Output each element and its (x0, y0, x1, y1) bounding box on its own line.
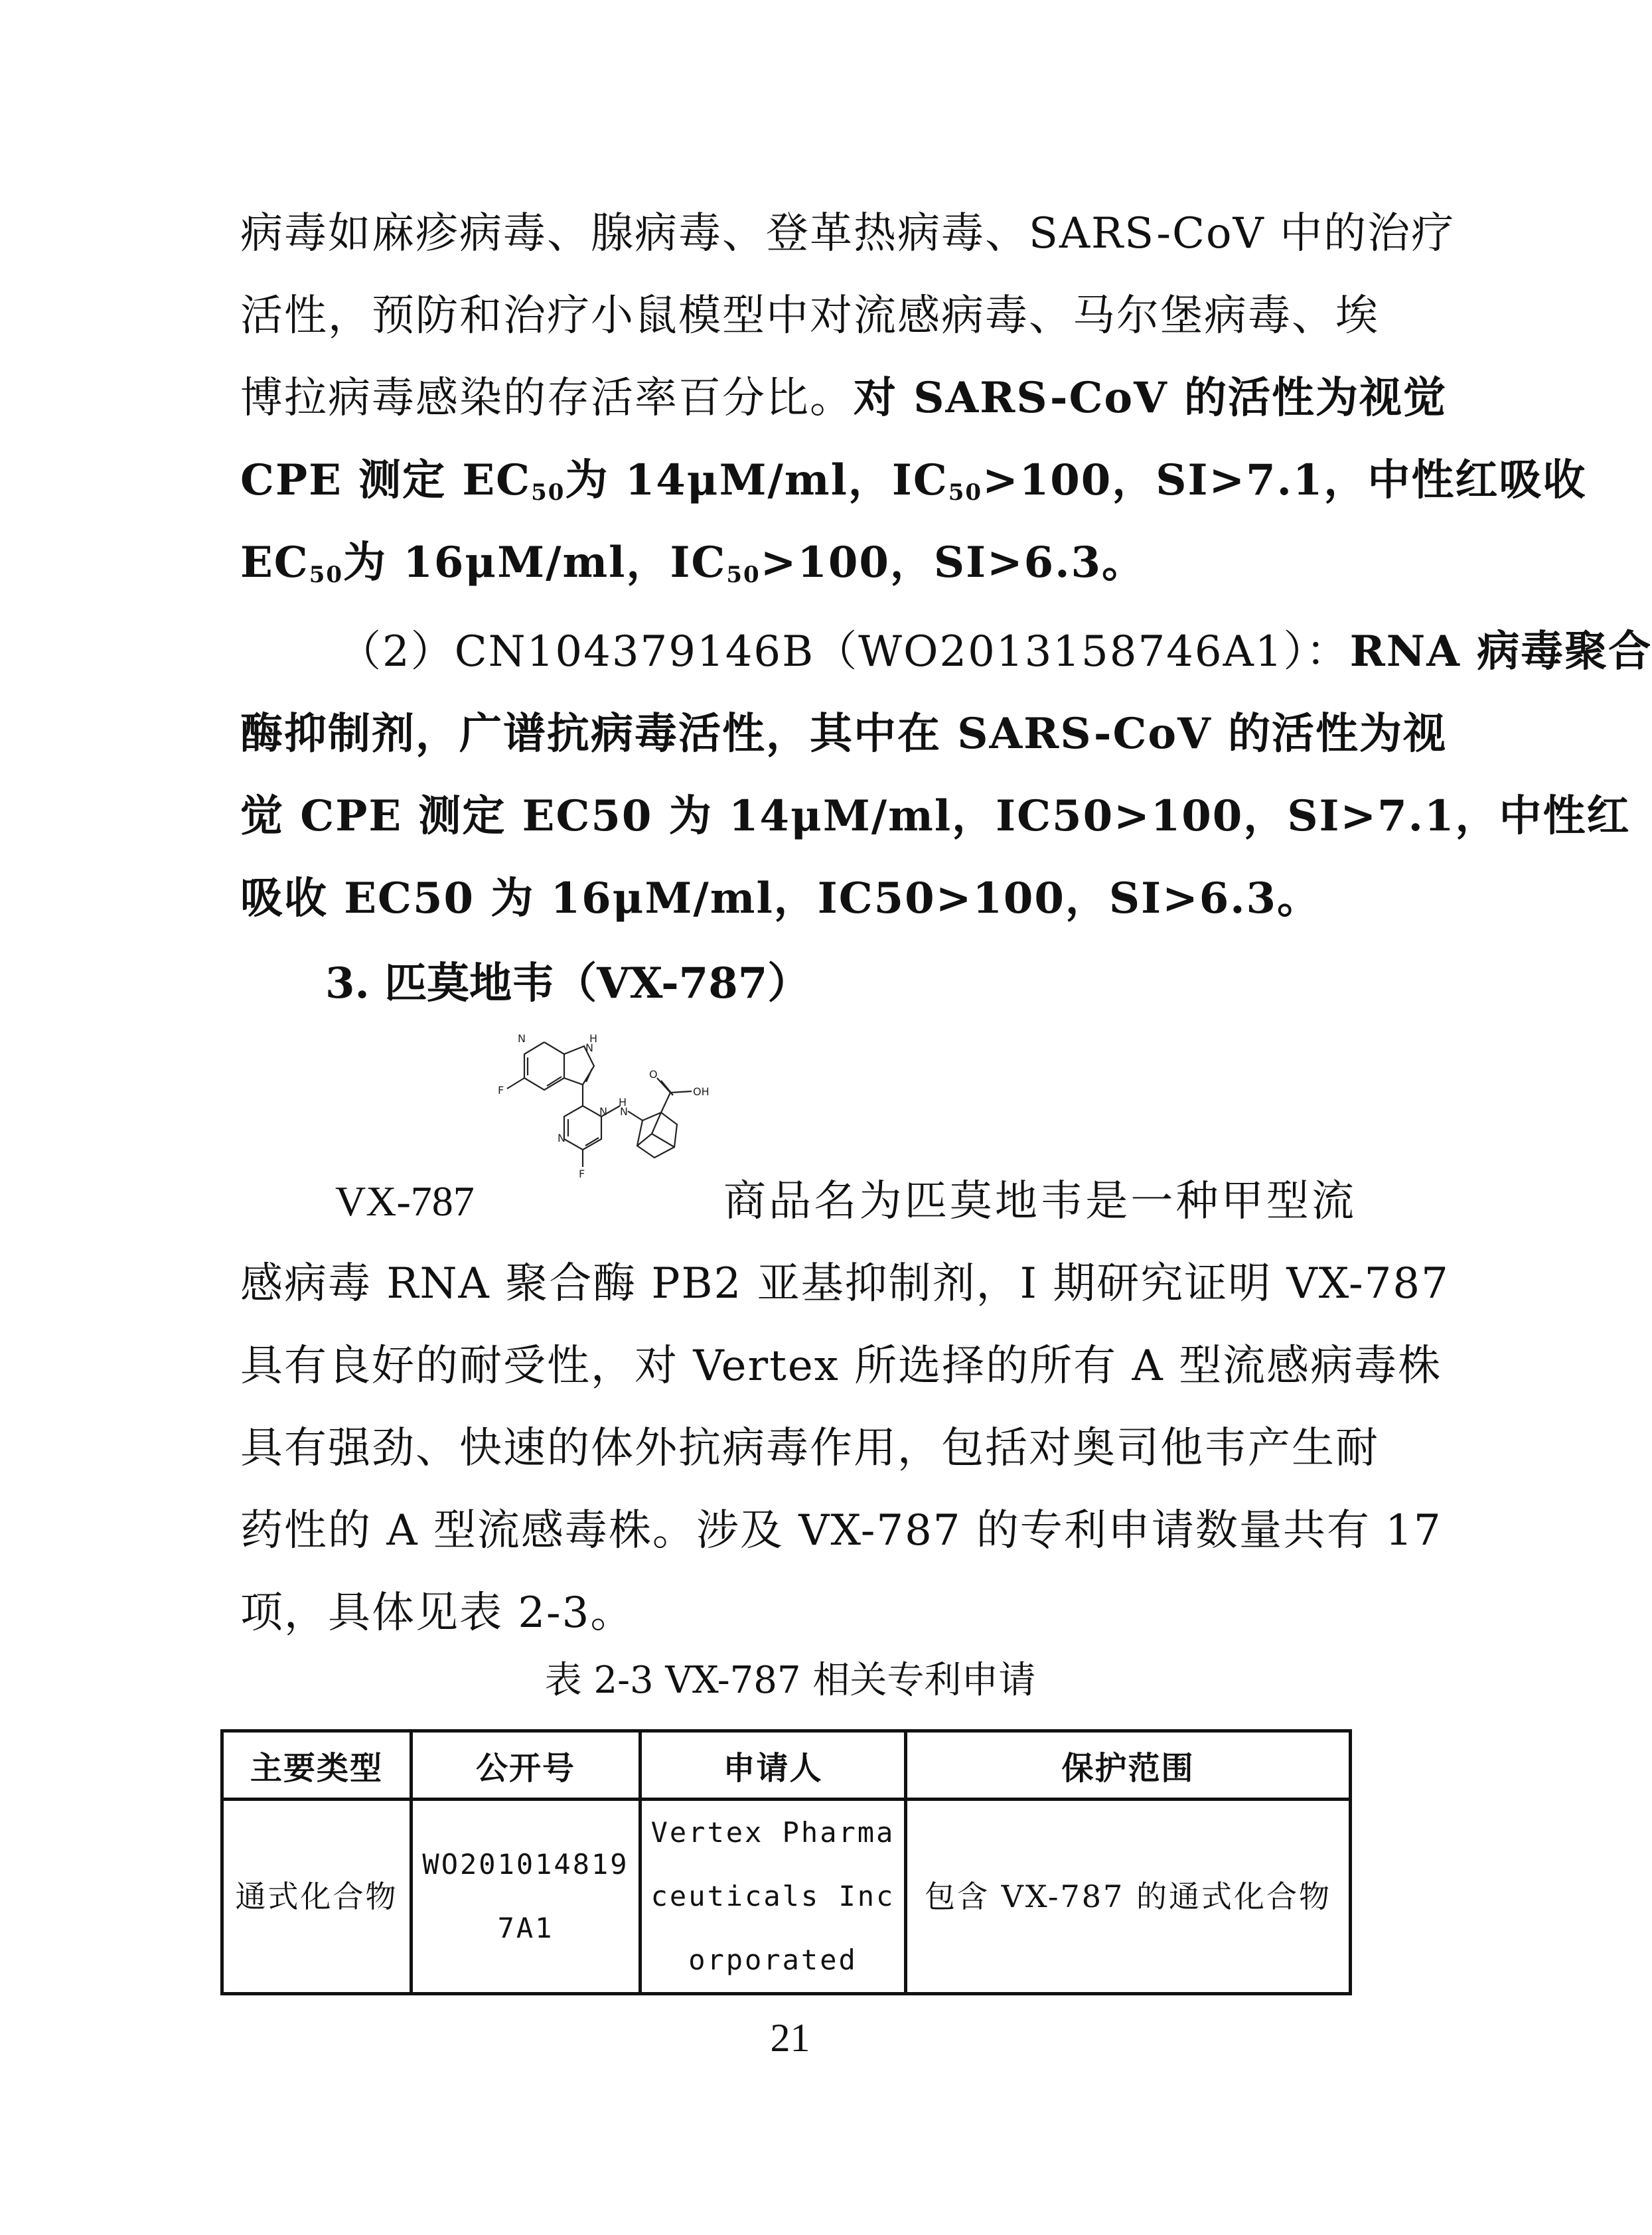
atom-label: H (589, 1032, 598, 1045)
paragraph2-line2: 酶抑制剂，广谱抗病毒活性，其中在 SARS-CoV 的活性为视 (240, 709, 1448, 759)
paragraph3-line6: 项，具体见表 2-3。 (240, 1588, 635, 1638)
paragraph2-line3: 觉 CPE 测定 EC50 为 14μM/ml，IC50>100，SI>7.1，中性红 (240, 791, 1631, 841)
page-number: 21 (770, 2016, 810, 2060)
paragraph1-line4-c: >100，SI>7.1，中性红吸收 (982, 455, 1587, 505)
table-header-cell: 保护范围 (906, 1731, 1351, 1800)
patent-table (220, 1729, 1352, 1995)
table-header-row (222, 1731, 1351, 1800)
atom-label: N (558, 1132, 565, 1144)
paragraph3-line3: 具有良好的耐受性，对 Vertex 所选择的所有 A 型流感病毒株 (240, 1342, 1442, 1391)
structure-label: VX-787 (335, 1178, 475, 1225)
section-heading: 3. 匹莫地韦（VX-787） (325, 959, 810, 1008)
paragraph3-line4: 具有强劲、快速的体外抗病毒作用，包括对奥司他韦产生耐 (240, 1424, 1379, 1473)
paragraph1-line4-sub1: 50 (531, 479, 565, 506)
paragraph3-line2: 感病毒 RNA 聚合酶 PB2 亚基抑制剂，I 期研究证明 VX-787 (240, 1259, 1450, 1308)
table-cell: Vertex Pharmaceuticals Incorporated (640, 1800, 906, 1994)
atom-label: N (620, 1105, 628, 1118)
paragraph1-line1: 病毒如麻疹病毒、腺病毒、登革热病毒、SARS-CoV 中的治疗 (240, 209, 1456, 258)
table-header-cell: 主要类型 (222, 1731, 412, 1800)
atom-label: F (579, 1168, 585, 1180)
paragraph1-line5-c: >100，SI>6.3。 (760, 538, 1146, 587)
vx787-structure-image (478, 1028, 730, 1220)
atom-label: O (649, 1068, 658, 1081)
paragraph1-line4-b: 为 14μM/ml，IC (565, 455, 948, 505)
table-cell: 通式化合物 (222, 1800, 412, 1994)
table-cell: 包含 VX-787 的通式化合物 (906, 1800, 1351, 1994)
atom-label: N (585, 1041, 593, 1054)
paragraph1-line5-b: 为 16μM/ml，IC (343, 538, 727, 587)
paragraph1-line4 (240, 439, 1587, 534)
paragraph1-line4-sub2: 50 (948, 479, 983, 506)
atom-label: H (619, 1096, 627, 1109)
table-caption: 表 2-3 VX-787 相关专利申请 (544, 1659, 1036, 1702)
paragraph1-line4-a: CPE 测定 EC (240, 455, 532, 505)
table-cell: WO2010148197A1 (412, 1800, 640, 1994)
paragraph1-line5-a: EC (240, 538, 309, 587)
paragraph1-line3-bold: 对 SARS-CoV 的活性为视觉 (854, 373, 1448, 423)
paragraph2-line1 (338, 611, 1652, 693)
paragraph1-line5 (240, 522, 1355, 616)
atom-label: N (599, 1105, 607, 1118)
paragraph3-line1: 商品名为匹莫地韦是一种甲型流 (723, 1177, 1355, 1226)
paragraph1-line3 (240, 357, 1448, 439)
atom-label: N (518, 1032, 526, 1045)
table-header-cell: 申请人 (640, 1731, 906, 1800)
atom-label: OH (693, 1085, 710, 1098)
table-header-cell: 公开号 (412, 1731, 640, 1800)
table-row (222, 1800, 1351, 1994)
paragraph2-line1-normal: （2）CN104379146B（WO2013158746A1）： (338, 627, 1350, 676)
paragraph1-line5-sub1: 50 (309, 562, 344, 588)
paragraph2-line1-bold: RNA 病毒聚合 (1349, 627, 1652, 676)
paragraph1-line2: 活性，预防和治疗小鼠模型中对流感病毒、马尔堡病毒、埃 (240, 291, 1379, 341)
atom-label: F (498, 1084, 504, 1097)
paragraph1-line5-sub2: 50 (726, 562, 761, 588)
paragraph1-line3-normal: 博拉病毒感染的存活率百分比。 (240, 374, 854, 423)
paragraph2-line4: 吸收 EC50 为 16μM/ml，IC50>100，SI>6.3。 (240, 874, 1321, 923)
paragraph3-line5: 药性的 A 型流感毒株。涉及 VX-787 的专利申请数量共有 17 (240, 1506, 1442, 1555)
